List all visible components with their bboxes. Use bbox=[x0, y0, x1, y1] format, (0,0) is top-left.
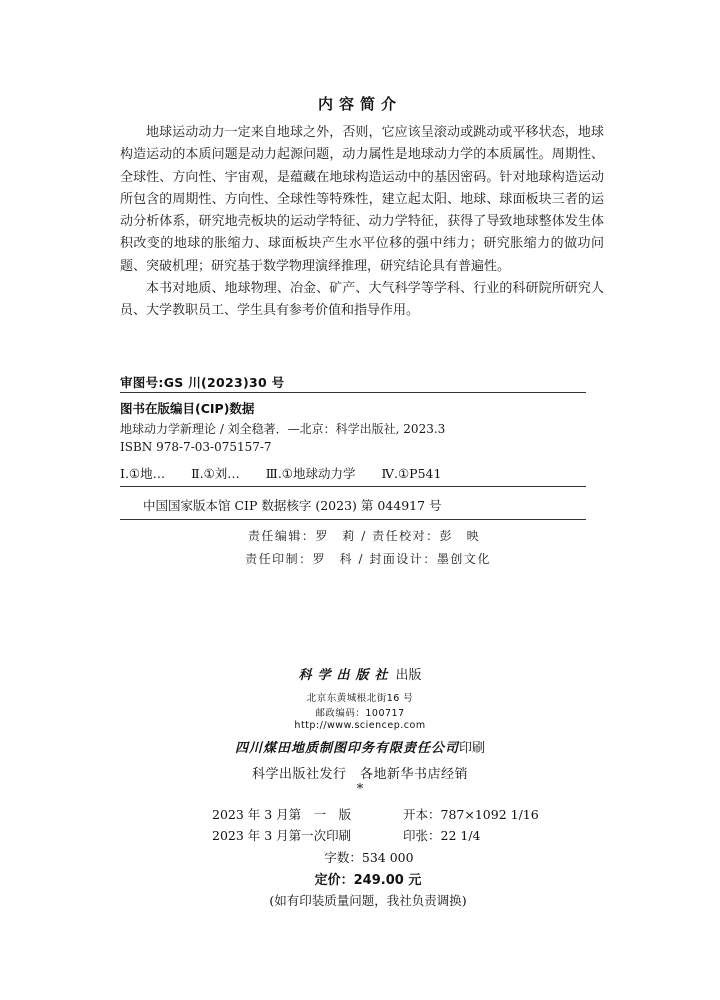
cip-class-3: Ⅲ.①地球动力学 bbox=[265, 466, 356, 481]
publisher-line bbox=[0, 664, 720, 683]
quality-notice: (如有印装质量问题，我社负责调换) bbox=[269, 893, 467, 908]
summary-paragraph-1: 地球运动动力一定来自地球之外，否则，它应该呈滚动或跳动或平移状态，地球构造运动的本质问题是动力起源问题，动力属性是地球动力学的本质属性。周期性、全球性、方向性、宇宙观，是蕴藏在地球构造运动中的基因密码。针对地球构造运动所包含的周期性、方向性、全球性等特殊性，建立起太阳、地球、球面板块三者的运动分析体系，研究地壳板块的运动学特征、动力学特征，获得了导致地球整体发生体积改变的地球的胀缩力、球面板块产生水平位移的强中纬力；研究胀缩力的做功问题、突破机理；研究基于数学物理演绎推理，研究结论具有普遍性。 bbox=[120, 125, 604, 274]
printer-suffix: 印刷 bbox=[459, 741, 486, 756]
publisher-address: 北京东黄城根北街16 号 bbox=[306, 693, 414, 704]
cip-class-1: Ⅰ.①地… bbox=[120, 466, 166, 481]
price: 定价：249.00 元 bbox=[314, 873, 422, 888]
cip-data-number: 中国国家版本馆 CIP 数据核字 (2023) 第 044917 号 bbox=[143, 498, 442, 513]
distributor: 科学出版社发行 各地新华书店经销 bbox=[251, 767, 468, 782]
publisher-postcode: 邮政编码：100717 bbox=[315, 708, 405, 719]
divider bbox=[120, 486, 586, 487]
cip-classification bbox=[120, 464, 463, 482]
cip-class-2: Ⅱ.①刘… bbox=[191, 466, 240, 481]
summary-paragraph-2: 本书对地质、地球物理、冶金、矿产、大气科学等学科、行业的科研院所研究人员、大学教职员工、学生具有参考价值和指导作用。 bbox=[120, 281, 604, 319]
publisher-logo: 科学出版社 bbox=[298, 668, 394, 683]
cip-title-line: 地球动力学新理论 / 刘全稳著．—北京：科学出版社, 2023.3 bbox=[120, 422, 446, 436]
word-count: 字数：534 000 bbox=[324, 850, 414, 865]
printing: 2023 年 3 月第一次印刷 bbox=[212, 828, 352, 843]
publisher-url: http://www.sciencep.com bbox=[294, 720, 426, 731]
printer-name: 四川煤田地质制图印务有限责任公司 bbox=[234, 741, 459, 756]
cip-isbn: ISBN 978-7-03-075157-7 bbox=[120, 440, 272, 454]
cip-class-4: Ⅳ.①P541 bbox=[381, 466, 442, 481]
editor-credits: 责任编辑：罗 莉 / 责任校对：彭 映 bbox=[247, 529, 481, 543]
cip-heading: 图书在版编目(CIP)数据 bbox=[120, 401, 255, 416]
separator-star: * bbox=[356, 782, 364, 797]
divider bbox=[120, 519, 586, 520]
production-credits: 责任印制：罗 科 / 封面设计：墨创文化 bbox=[245, 552, 491, 566]
summary-heading: 内容简介 bbox=[317, 95, 402, 113]
edition: 2023 年 3 月第 一 版 bbox=[212, 807, 352, 822]
sheets: 印张：22 1/4 bbox=[403, 828, 481, 843]
printer-line bbox=[0, 737, 720, 756]
summary-body bbox=[120, 122, 604, 323]
map-approval-number: 审图号:GS 川(2023)30 号 bbox=[120, 375, 285, 390]
format: 开本：787×1092 1/16 bbox=[403, 807, 539, 822]
divider bbox=[120, 392, 586, 393]
publisher-suffix: 出版 bbox=[395, 668, 422, 683]
